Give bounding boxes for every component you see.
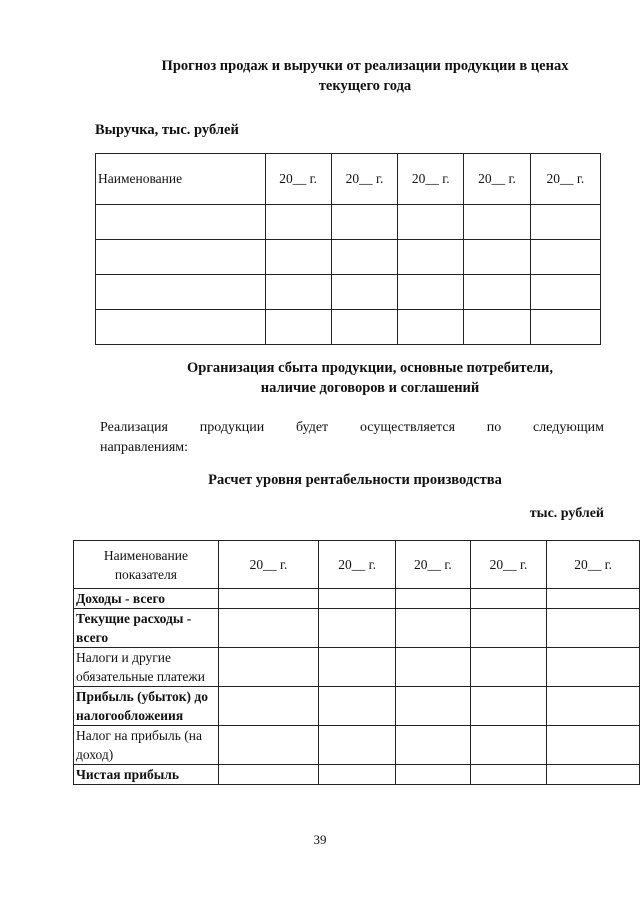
table-cell (464, 310, 530, 345)
table-cell (547, 726, 640, 765)
row-label: Прибыль (убыток) до налогообложеиия (74, 687, 219, 726)
header-cell: 20__ г. (265, 154, 331, 205)
revenue-table-caption: Выручка, тыс. рублей (95, 122, 239, 138)
profitability-table (73, 540, 640, 785)
header-cell: Наименование показателя (74, 541, 219, 589)
header-cell: 20__ г. (547, 541, 640, 589)
table-cell (547, 609, 640, 648)
table-cell (470, 648, 547, 687)
heading-line-2: текущего года (318, 78, 412, 94)
heading-sales-forecast (120, 56, 610, 96)
table-cell (319, 726, 396, 765)
table-cell (265, 205, 331, 240)
header-cell: 20__ г. (331, 154, 397, 205)
table-cell (398, 275, 464, 310)
heading-profitability: Расчет уровня рентабельности производства (208, 472, 502, 488)
header-cell: 20__ г. (218, 541, 319, 589)
table-row (96, 275, 601, 310)
table-cell (319, 648, 396, 687)
table-cell (96, 275, 266, 310)
header-cell: 20__ г. (464, 154, 530, 205)
table-cell (547, 687, 640, 726)
table-cell (319, 589, 396, 609)
table-header-row (96, 154, 601, 205)
table-row (74, 589, 640, 609)
unit-label: тыс. рублей (529, 506, 604, 521)
table-cell (530, 275, 600, 310)
table-cell (398, 205, 464, 240)
table-cell (464, 240, 530, 275)
paragraph-line-2: направлениям: (100, 440, 189, 455)
table-cell (470, 765, 547, 785)
table-cell (319, 609, 396, 648)
table-cell (398, 240, 464, 275)
heading-sales-organization (150, 358, 590, 398)
table-cell (319, 765, 396, 785)
table-row (74, 687, 640, 726)
table-cell (331, 275, 397, 310)
table-cell (265, 275, 331, 310)
table-cell (265, 310, 331, 345)
table-cell (218, 765, 319, 785)
table-cell (470, 726, 547, 765)
header-cell: 20__ г. (470, 541, 547, 589)
table-cell (547, 765, 640, 785)
table-cell (218, 648, 319, 687)
header-cell: 20__ г. (530, 154, 600, 205)
table-cell (395, 765, 470, 785)
table-row (96, 310, 601, 345)
table-header-row (74, 541, 640, 589)
row-label: Текущие расходы - всего (74, 609, 219, 648)
row-label: Налоги и другие обязательные платежи (74, 648, 219, 687)
table-cell (530, 205, 600, 240)
table-cell (395, 609, 470, 648)
table-cell (96, 310, 266, 345)
table-row (74, 609, 640, 648)
paragraph-line-1: Реализация продукции будет осуществляется по следующим (100, 420, 604, 435)
table-cell (218, 726, 319, 765)
table-cell (319, 687, 396, 726)
table-cell (331, 310, 397, 345)
header-cell: Наименование (96, 154, 266, 205)
table-cell (530, 240, 600, 275)
header-cell: 20__ г. (395, 541, 470, 589)
table-cell (395, 687, 470, 726)
table-cell (218, 589, 319, 609)
page-number: 39 (313, 832, 327, 847)
table-cell (395, 726, 470, 765)
table-cell (470, 589, 547, 609)
table-cell (464, 275, 530, 310)
table-row (74, 648, 640, 687)
table-row (74, 765, 640, 785)
heading-line-1: Прогноз продаж и выручки от реализации продукции в ценах (161, 58, 569, 74)
table-cell (547, 648, 640, 687)
row-label: Налог на прибыль (на доход) (74, 726, 219, 765)
heading-line-2: наличие договоров и соглашений (260, 380, 480, 396)
table-cell (395, 589, 470, 609)
heading-line-1: Организация сбыта продукции, основные потребители, (187, 360, 553, 376)
header-cell: 20__ г. (398, 154, 464, 205)
table-cell (464, 205, 530, 240)
table-cell (331, 240, 397, 275)
revenue-table (95, 153, 601, 345)
table-row (96, 240, 601, 275)
row-label: Доходы - всего (74, 589, 219, 609)
table-cell (398, 310, 464, 345)
table-cell (470, 609, 547, 648)
header-cell: 20__ г. (319, 541, 396, 589)
row-label: Чистая прибыль (74, 765, 219, 785)
table-cell (96, 240, 266, 275)
table-cell (96, 205, 266, 240)
table-cell (470, 687, 547, 726)
table-cell (218, 609, 319, 648)
table-cell (218, 687, 319, 726)
table-cell (395, 648, 470, 687)
table-cell (331, 205, 397, 240)
table-cell (547, 589, 640, 609)
table-cell (265, 240, 331, 275)
table-row (74, 726, 640, 765)
table-row (96, 205, 601, 240)
table-cell (530, 310, 600, 345)
